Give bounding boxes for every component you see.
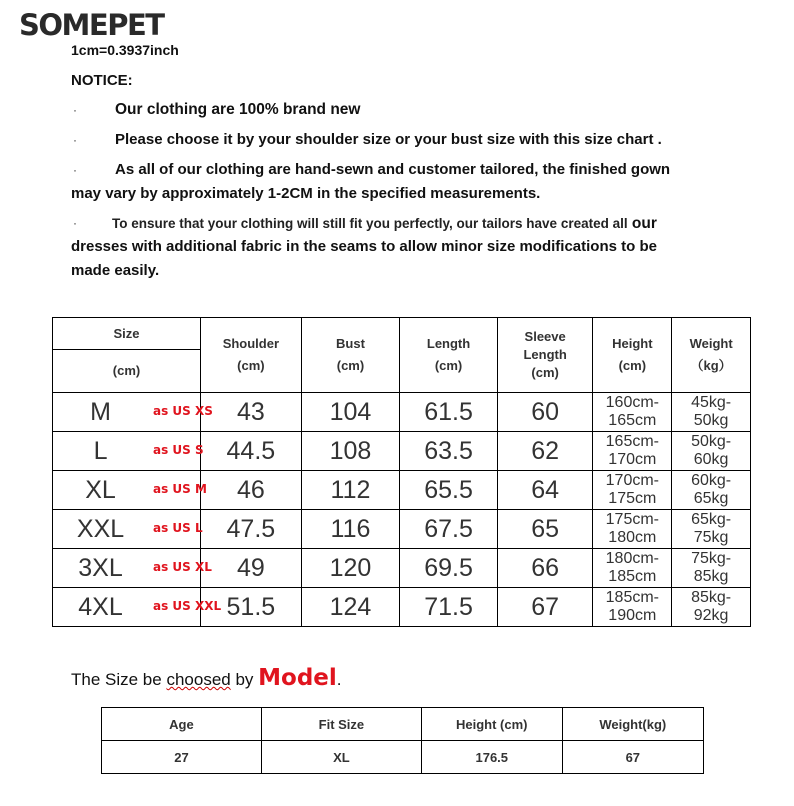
- model-caption-misspelled-word: choosed: [166, 670, 231, 689]
- height-range-start: 180cm-: [605, 550, 659, 567]
- notice-item-4-our: our: [631, 215, 657, 232]
- model-caption-prefix: The Size be: [71, 670, 167, 689]
- length-cell: 67.5: [400, 510, 498, 549]
- size-label: M: [90, 397, 111, 426]
- header-shoulder: [201, 318, 302, 393]
- model-header-row: [102, 708, 704, 741]
- header-bust-unit: (cm): [336, 358, 365, 373]
- size-cell: [53, 432, 204, 471]
- notice-item-4-text: To ensure that your clothing will still fit you perfectly, our tailors have created all: [112, 216, 628, 231]
- weight-range-start: 45kg-: [691, 394, 732, 411]
- notice-item-3-cont: may vary by approximately 1-2CM in the specified measurements.: [71, 185, 541, 202]
- header-bust: [301, 318, 400, 393]
- sleeve-cell: 60: [497, 393, 593, 432]
- bust-cell: 120: [301, 549, 400, 588]
- us-size-note: as US M: [153, 482, 207, 496]
- shoulder-cell: 49: [201, 549, 302, 588]
- sleeve-cell: 67: [497, 588, 593, 627]
- shoulder-cell: 44.5: [201, 432, 302, 471]
- size-label: XXL: [76, 514, 125, 543]
- table-row: [53, 471, 751, 510]
- weight-cell: [672, 510, 751, 549]
- weight-cell: [672, 393, 751, 432]
- size-cell: [53, 588, 222, 627]
- length-cell: 61.5: [400, 393, 498, 432]
- height-range-end: 190cm: [608, 607, 657, 624]
- weight-range-end: 50kg: [693, 412, 729, 429]
- weight-range-end: 92kg: [693, 607, 729, 624]
- model-height: 176.5: [421, 741, 562, 774]
- header-height-label: Height: [612, 336, 653, 351]
- unit-conversion: 1cm=0.3937inch: [71, 42, 179, 58]
- bullet: ·: [73, 163, 77, 177]
- table-row: [53, 432, 751, 471]
- bust-cell: 112: [301, 471, 400, 510]
- header-weight-label: Weight: [689, 336, 733, 351]
- us-size-note: as US S: [153, 443, 204, 457]
- sleeve-cell: 65: [497, 510, 593, 549]
- height-cell: [593, 588, 672, 627]
- size-label: 3XL: [78, 553, 123, 582]
- model-caption-mid: by: [230, 670, 259, 689]
- notice-item-4: [112, 215, 657, 233]
- sleeve-cell: 66: [497, 549, 593, 588]
- size-label: L: [93, 436, 108, 465]
- us-size-note: as US L: [153, 521, 203, 535]
- weight-cell: [672, 588, 751, 627]
- size-label: XL: [85, 475, 116, 504]
- header-sleeve-label-2: Length: [523, 347, 567, 362]
- length-cell: 63.5: [400, 432, 498, 471]
- height-cell: [593, 510, 672, 549]
- header-length: [400, 318, 498, 393]
- shoulder-cell: 47.5: [201, 510, 302, 549]
- weight-cell: [672, 432, 751, 471]
- model-weight: 67: [562, 741, 703, 774]
- notice-title: NOTICE:: [71, 72, 133, 89]
- header-size-unit: (cm): [53, 350, 201, 393]
- header-sleeve-unit: (cm): [531, 365, 559, 380]
- bullet: ·: [73, 133, 77, 147]
- table-row: [53, 510, 751, 549]
- header-shoulder-unit: (cm): [237, 358, 265, 373]
- model-fit-size: XL: [261, 741, 421, 774]
- bust-cell: 124: [301, 588, 400, 627]
- weight-range-end: 65kg: [693, 490, 729, 507]
- height-range-end: 165cm: [608, 412, 657, 429]
- table-row: [53, 588, 751, 627]
- brand-logo: SOMEPET: [19, 8, 164, 42]
- sleeve-cell: 62: [497, 432, 593, 471]
- header-weight-unit: （kg）: [690, 358, 732, 373]
- weight-range-end: 85kg: [693, 568, 729, 585]
- weight-range-start: 60kg-: [691, 472, 732, 489]
- header-length-unit: (cm): [434, 358, 463, 373]
- length-cell: 71.5: [400, 588, 498, 627]
- bullet: ·: [73, 103, 77, 117]
- height-range-start: 175cm-: [605, 511, 659, 528]
- header-size: Size: [53, 318, 201, 350]
- header-length-label: Length: [426, 336, 471, 351]
- model-highlight: Model: [258, 665, 337, 691]
- height-cell: [593, 549, 672, 588]
- bust-cell: 104: [301, 393, 400, 432]
- height-cell: [593, 393, 672, 432]
- length-cell: 65.5: [400, 471, 498, 510]
- model-header-fit-size: Fit Size: [261, 708, 421, 741]
- weight-range-start: 75kg-: [691, 550, 732, 567]
- model-header-age: Age: [102, 708, 262, 741]
- notice-item-4-end: made easily.: [71, 262, 160, 279]
- weight-range-start: 50kg-: [691, 433, 732, 450]
- size-cell: [53, 393, 213, 432]
- size-cell: [53, 510, 201, 549]
- header-height: [593, 318, 672, 393]
- bullet: ·: [73, 216, 77, 230]
- height-cell: [593, 471, 672, 510]
- model-header-height: Height (cm): [421, 708, 562, 741]
- shoulder-cell: 43: [201, 393, 302, 432]
- weight-range-end: 60kg: [693, 451, 729, 468]
- notice-item-4-cont: dresses with additional fabric in the seams to allow minor size modifications to be: [71, 238, 657, 255]
- model-caption-suffix: .: [336, 670, 342, 689]
- weight-range-end: 75kg: [693, 529, 729, 546]
- header-height-unit: (cm): [618, 358, 647, 373]
- model-header-weight: Weight(kg): [562, 708, 703, 741]
- weight-range-start: 65kg-: [691, 511, 732, 528]
- size-label: 4XL: [78, 592, 123, 621]
- weight-cell: [672, 471, 751, 510]
- us-size-note: as US XXL: [153, 599, 222, 613]
- bust-cell: 108: [301, 432, 400, 471]
- height-range-end: 180cm: [608, 529, 657, 546]
- height-range-start: 160cm-: [605, 394, 659, 411]
- bust-cell: 116: [301, 510, 400, 549]
- height-range-end: 170cm: [608, 451, 657, 468]
- sleeve-cell: 64: [497, 471, 593, 510]
- notice-item-3: As all of our clothing are hand-sewn and customer tailored, the finished gown: [115, 161, 671, 178]
- table-row: [53, 393, 751, 432]
- header-bust-label: Bust: [336, 336, 365, 351]
- height-range-end: 175cm: [608, 490, 657, 507]
- weight-cell: [672, 549, 751, 588]
- height-cell: [593, 432, 672, 471]
- size-cell: [53, 549, 212, 588]
- header-sleeve-length: [497, 318, 593, 393]
- height-range-start: 165cm-: [605, 433, 659, 450]
- height-range-end: 185cm: [608, 568, 657, 585]
- shoulder-cell: 46: [201, 471, 302, 510]
- header-sleeve-label: Sleeve: [524, 329, 566, 344]
- notice-item-2: Please choose it by your shoulder size or your bust size with this size chart .: [115, 131, 662, 148]
- header-shoulder-label: Shoulder: [222, 336, 280, 351]
- size-cell: [53, 471, 207, 510]
- height-range-start: 185cm-: [605, 589, 659, 606]
- weight-range-start: 85kg-: [691, 589, 732, 606]
- us-size-note: as US XL: [153, 560, 212, 574]
- shoulder-cell: 51.5: [201, 588, 302, 627]
- length-cell: 69.5: [400, 549, 498, 588]
- table-row: [53, 549, 751, 588]
- header-weight: [672, 318, 751, 393]
- height-range-start: 170cm-: [605, 472, 659, 489]
- model-value-row: [102, 741, 704, 774]
- size-chart-table: [52, 317, 751, 627]
- model-age: 27: [102, 741, 262, 774]
- notice-item-1: Our clothing are 100% brand new: [115, 101, 361, 118]
- model-caption: [71, 665, 342, 691]
- model-info-table: [101, 707, 704, 774]
- us-size-note: as US XS: [153, 404, 213, 418]
